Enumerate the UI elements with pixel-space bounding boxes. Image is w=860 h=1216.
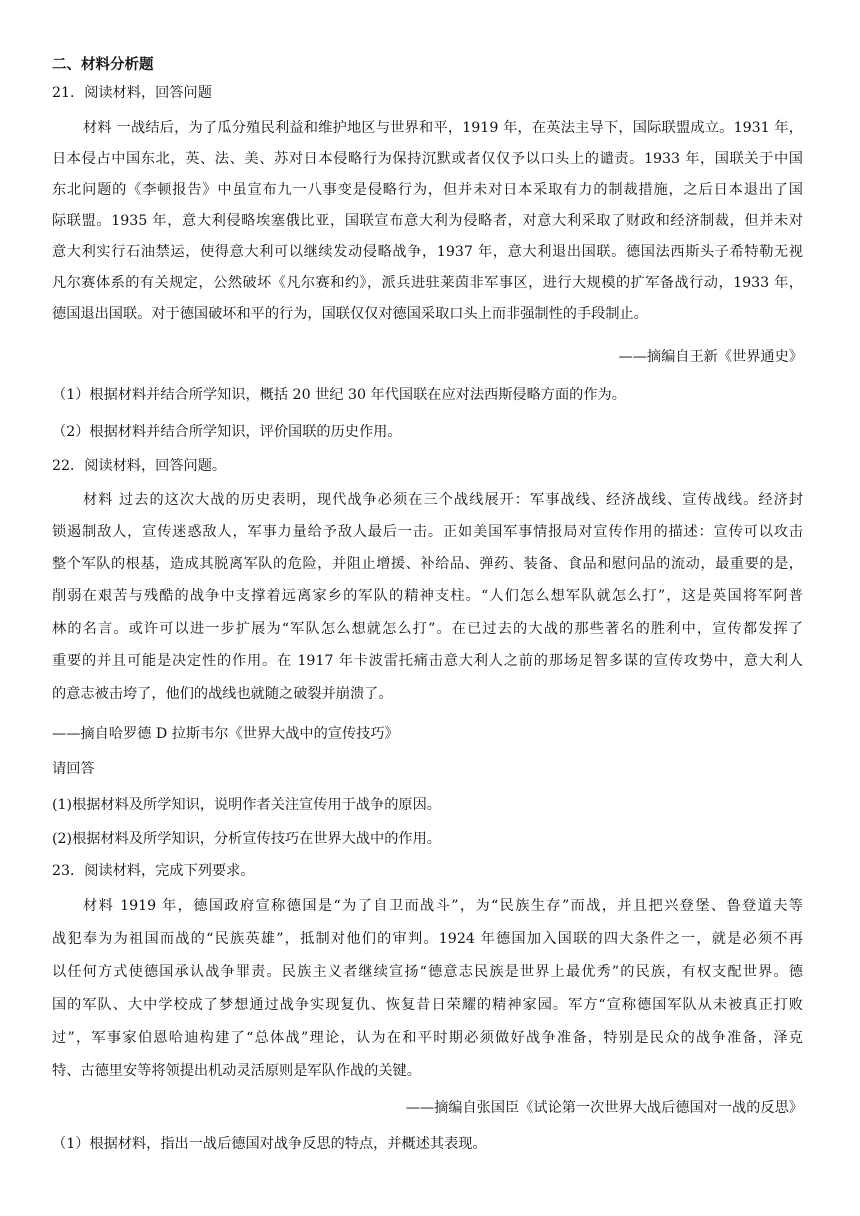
material-line: 以任何方式使德国承认战争罪责。民族主义者继续宣扬“德意志民族是世界上最优秀”的民族，有权支配世界。德	[52, 964, 803, 980]
material-line: 削弱在艰苦与残酷的战争中支撑着远离家乡的军队的精神支柱。“人们怎么想军队就怎么打”，这是英国将军阿普	[52, 588, 803, 604]
source-citation: ——摘编自王新《世界通史》	[618, 349, 803, 365]
material-line: 整个军队的根基，造成其脱离军队的危险，并阻止增援、补给品、弹药、装备、食品和慰问品的流动，最重要的是，	[52, 556, 803, 572]
source-citation: ——摘编自张国臣《试论第一次世界大战后德国对一战的反思》	[405, 1100, 803, 1116]
material-line: 国的军队、大中学校成了梦想通过战争实现复仇、恢复昔日荣耀的精神家园。军方“宣称德国军队从未被真正打败	[52, 997, 803, 1013]
material-line: 东北问题的《李顿报告》中虽宣布九一八事变是侵略行为，但并未对日本采取有力的制裁措施，之后日本退出了国	[52, 182, 803, 198]
sub-question-1: (1)根据材料及所学知识，说明作者关注宣传用于战争的原因。	[52, 797, 441, 813]
material-line: 材料 1919 年，德国政府宣称德国是“为了自卫而战斗”，为“民族生存”而战，并且把兴登堡、鲁登道夫等	[83, 898, 803, 914]
material-line: 特、古德里安等将领提出机动灵活原则是军队作战的关键。	[52, 1063, 421, 1079]
material-line: 凡尔赛体系的有关规定，公然破坏《凡尔赛和约》，派兵进驻莱茵非军事区，进行大规模的扩军备战行动，1933 年，	[52, 275, 803, 291]
material-line: 林的名言。或许可以进一步扩展为“军队怎么想就怎么打”。在已过去的大战的那些著名的胜利中，宣传都发挥了	[52, 621, 803, 637]
material-line: 重要的并且可能是决定性的作用。在 1917 年卡波雷托痛击意大利人之前的那场足智多谋的宣传攻势中，意大利人	[52, 653, 803, 669]
sub-question-1: （1）根据材料并结合所学知识，概括 20 世纪 30 年代国联在应对法西斯侵略方面的作为。	[52, 387, 626, 403]
sub-question-1: （1）根据材料，指出一战后德国对战争反思的特点，并概述其表现。	[52, 1136, 487, 1152]
question-header: 21．阅读材料，回答问题	[52, 85, 212, 101]
material-line: 的意志被击垮了，他们的战线也就随之破裂并崩溃了。	[52, 686, 393, 702]
material-line: 日本侵占中国东北，英、法、美、苏对日本侵略行为保持沉默或者仅仅予以口头上的谴责。1933 年，国联关于中国	[52, 151, 803, 167]
material-line: 过”，军事家伯恩哈迪构建了“总体战”理论，认为在和平时期必须做好战争准备，特别是民众的战争准备，泽克	[52, 1030, 803, 1046]
sub-question-2: （2）根据材料并结合所学知识，评价国联的历史作用。	[52, 424, 402, 440]
sub-question-2: (2)根据材料及所学知识，分析宣传技巧在世界大战中的作用。	[52, 831, 441, 847]
material-line: 意大利实行石油禁运，使得意大利可以继续发动侵略战争，1937 年，意大利退出国联。德国法西斯头子希特勒无视	[52, 244, 803, 260]
section-title: 二、材料分析题	[52, 57, 154, 73]
question-header: 22．阅读材料，回答问题。	[52, 458, 227, 474]
material-line: 战犯奉为为祖国而战的“民族英雄”，抵制对他们的审判。1924 年德国加入国联的四大条件之一，就是必须不再	[52, 931, 803, 947]
material-line: 际联盟。1935 年，意大利侵略埃塞俄比亚，国联宣布意大利为侵略者，对意大利采取了财政和经济制裁，但并未对	[52, 213, 803, 229]
material-line: 德国退出国联。对于德国破坏和平的行为，国联仅仅对德国采取口头上而非强制性的手段制止。	[52, 306, 648, 322]
answer-prompt: 请回答	[52, 761, 95, 777]
source-citation: ——摘自哈罗德 D 拉斯韦尔《世界大战中的宣传技巧》	[52, 726, 399, 742]
material-line: 锁遏制敌人，宣传迷惑敌人，军事力量给予敌人最后一击。正如美国军事情报局对宣传作用的描述：宣传可以攻击	[52, 524, 803, 540]
material-line: 材料 一战结后，为了瓜分殖民利益和维护地区与世界和平，1919 年，在英法主导下，国际联盟成立。1931 年，	[83, 120, 803, 136]
question-header: 23．阅读材料，完成下列要求。	[52, 863, 255, 879]
material-line: 材料 过去的这次大战的历史表明，现代战争必须在三个战线展开：军事战线、经济战线、宣传战线。经济封	[83, 492, 803, 508]
